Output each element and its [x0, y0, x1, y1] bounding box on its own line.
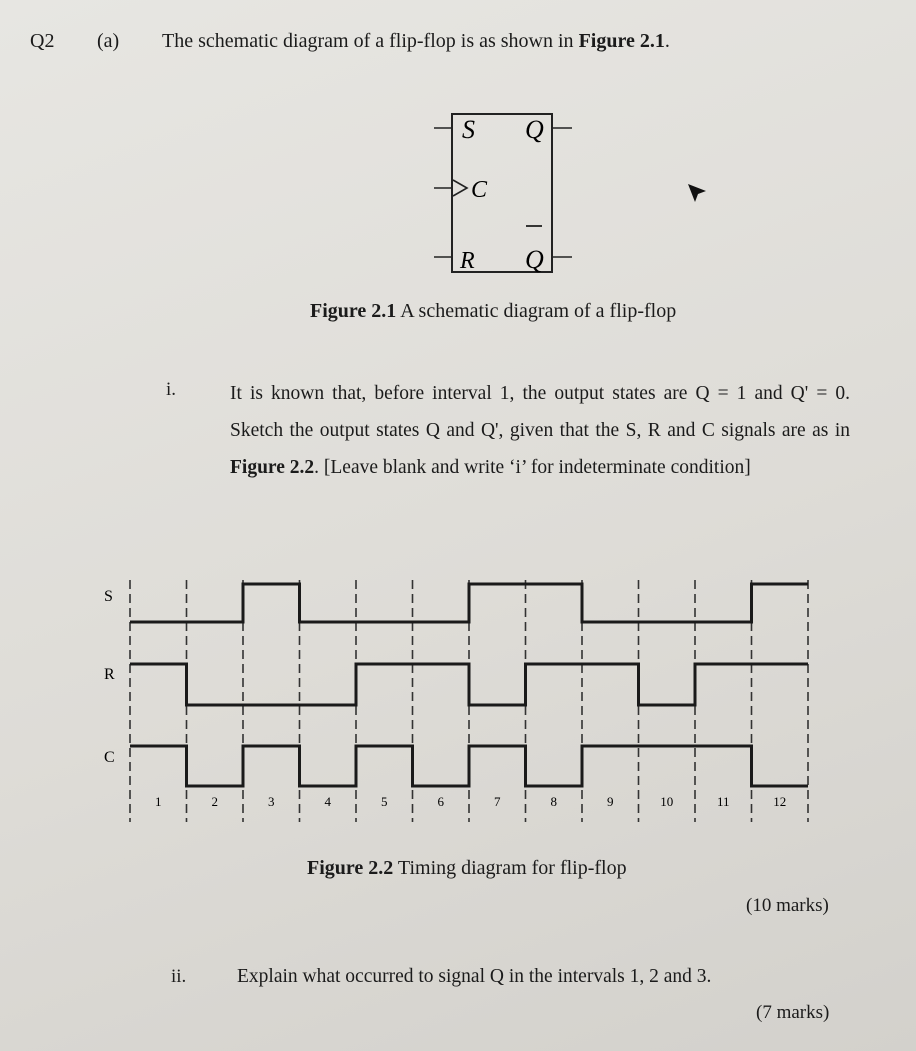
- stem-figure-ref: Figure 2.1: [578, 30, 665, 52]
- signal-label-r: R: [104, 666, 115, 683]
- marks-part-i: (10 marks): [746, 895, 829, 916]
- sub-ii-numeral: ii.: [171, 966, 187, 987]
- figure-2-1-text: A schematic diagram of a flip-flop: [396, 300, 677, 322]
- marks-part-ii: (7 marks): [756, 1002, 830, 1023]
- figure-2-2-caption: [307, 857, 627, 880]
- pin-c: C: [471, 177, 488, 203]
- signal-label-c: C: [104, 749, 115, 766]
- waveform-c: [130, 746, 808, 786]
- pin-s: S: [462, 115, 475, 144]
- pin-q: Q: [525, 115, 544, 144]
- figure-2-1-label: Figure 2.1: [310, 300, 397, 322]
- sub-i-text: It is known that, before interval 1, the output states are Q = 1 and Q' = 0. Sketch the output states Q and Q', given that the S, R and C signals are as in: [230, 383, 850, 441]
- interval-label-3: 3: [268, 794, 275, 809]
- interval-label-8: 8: [550, 794, 557, 809]
- signal-label-s: S: [104, 588, 113, 605]
- interval-label-4: 4: [324, 794, 331, 809]
- waveform-r: [130, 664, 808, 705]
- figure-2-1-caption: [310, 300, 676, 323]
- flip-flop-symbol: [420, 100, 590, 280]
- cursor-arrow-icon: [686, 182, 708, 204]
- clock-triangle-icon: [453, 180, 467, 196]
- sub-i-paragraph: [230, 375, 850, 486]
- pin-r: R: [460, 248, 475, 274]
- interval-label-2: 2: [211, 794, 218, 809]
- interval-label-7: 7: [494, 794, 501, 809]
- signal-waveforms: [130, 584, 808, 786]
- interval-label-12: 12: [773, 794, 787, 809]
- interval-label-1: 1: [155, 794, 162, 809]
- signal-labels: [104, 588, 115, 766]
- question-part: (a): [97, 30, 120, 52]
- figure-2-2-text: Timing diagram for flip-flop: [393, 857, 627, 879]
- interval-label-6: 6: [437, 794, 444, 809]
- interval-label-11: 11: [716, 794, 730, 809]
- timing-diagram: [0, 560, 916, 830]
- interval-label-10: 10: [660, 794, 674, 809]
- stem-text: The schematic diagram of a flip-flop is as shown in: [162, 30, 579, 52]
- pin-qbar: Q: [525, 245, 544, 274]
- stem-end: .: [664, 30, 670, 52]
- sub-i-numeral: i.: [166, 379, 177, 400]
- question-stem: [162, 30, 670, 53]
- waveform-s: [130, 584, 808, 622]
- question-number: Q2: [30, 30, 55, 52]
- sub-i-figure-ref: Figure 2.2: [230, 457, 315, 478]
- figure-2-2-label: Figure 2.2: [307, 857, 394, 879]
- sub-ii-text: Explain what occurred to signal Q in the intervals 1, 2 and 3.: [237, 966, 712, 987]
- sub-i-text-end: . [Leave blank and write ‘i’ for indeterminate condition]: [314, 457, 751, 478]
- interval-labels: [155, 794, 786, 809]
- interval-label-9: 9: [607, 794, 614, 809]
- interval-label-5: 5: [381, 794, 388, 809]
